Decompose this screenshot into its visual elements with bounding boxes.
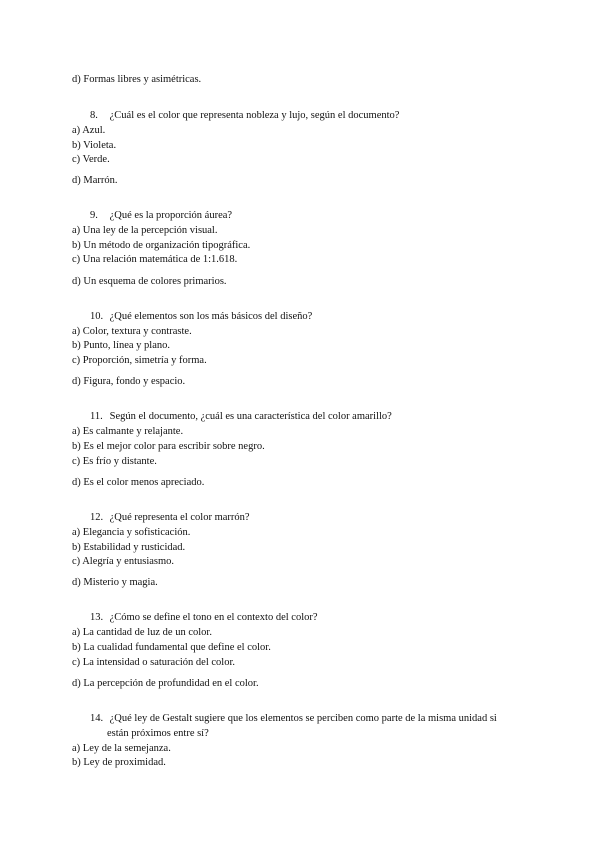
question-number: 12. xyxy=(90,512,104,523)
option-13d: d) La percepción de profundidad en el color. xyxy=(72,678,259,689)
option-12b: b) Estabilidad y rusticidad. xyxy=(72,542,186,553)
option-12d: d) Misterio y magia. xyxy=(72,577,158,588)
option-11b: b) Es el mejor color para escribir sobre negro. xyxy=(72,441,265,452)
question-13 xyxy=(90,611,318,624)
question-number: 14. xyxy=(90,713,104,724)
option-10c: c) Proporción, simetría y forma. xyxy=(72,355,207,366)
question-text: Según el documento, ¿cuál es una característica del color amarillo? xyxy=(109,411,392,422)
question-11 xyxy=(90,410,392,423)
question-8 xyxy=(90,109,399,122)
question-number: 11. xyxy=(90,411,103,422)
option-14b: b) Ley de proximidad. xyxy=(72,757,166,768)
option-12a: a) Elegancia y sofisticación. xyxy=(72,527,191,538)
question-12 xyxy=(90,511,250,524)
option-9c: c) Una relación matemática de 1:1.618. xyxy=(72,254,238,265)
question-number: 9. xyxy=(90,210,98,221)
question-text: ¿Cómo se define el tono en el contexto del color? xyxy=(109,612,318,623)
question-10 xyxy=(90,310,312,323)
question-9 xyxy=(90,209,232,222)
question-text: ¿Qué elementos son los más básicos del diseño? xyxy=(109,311,313,322)
question-14-continued: están próximos entre sí? xyxy=(107,728,209,739)
question-number: 13. xyxy=(90,612,104,623)
question-text: ¿Cuál es el color que representa nobleza y lujo, según el documento? xyxy=(109,110,400,121)
option-11c: c) Es frío y distante. xyxy=(72,456,157,467)
option-8b: b) Violeta. xyxy=(72,140,117,151)
option-11d: d) Es el color menos apreciado. xyxy=(72,477,205,488)
question-14 xyxy=(90,712,497,725)
question-number: 8. xyxy=(90,110,98,121)
option-13b: b) La cualidad fundamental que define el color. xyxy=(72,642,271,653)
option-10d: d) Figura, fondo y espacio. xyxy=(72,376,186,387)
option-8c: c) Verde. xyxy=(72,154,110,165)
option-12c: c) Alegría y entusiasmo. xyxy=(72,556,175,567)
option-8a: a) Azul. xyxy=(72,125,106,136)
option-10b: b) Punto, línea y plano. xyxy=(72,340,170,351)
option-13a: a) La cantidad de luz de un color. xyxy=(72,627,212,638)
option-9b: b) Un método de organización tipográfica. xyxy=(72,240,251,251)
question-number: 10. xyxy=(90,311,104,322)
lead-option: d) Formas libres y asimétricas. xyxy=(72,74,202,85)
question-text: ¿Qué es la proporción áurea? xyxy=(109,210,233,221)
question-text: ¿Qué representa el color marrón? xyxy=(109,512,250,523)
option-9d: d) Un esquema de colores primarios. xyxy=(72,276,227,287)
option-11a: a) Es calmante y relajante. xyxy=(72,426,184,437)
option-14a: a) Ley de la semejanza. xyxy=(72,743,171,754)
option-9a: a) Una ley de la percepción visual. xyxy=(72,225,218,236)
option-8d: d) Marrón. xyxy=(72,175,118,186)
option-13c: c) La intensidad o saturación del color. xyxy=(72,657,235,668)
question-text: ¿Qué ley de Gestalt sugiere que los elementos se perciben como parte de la misma unidad si xyxy=(109,713,497,724)
option-10a: a) Color, textura y contraste. xyxy=(72,326,192,337)
